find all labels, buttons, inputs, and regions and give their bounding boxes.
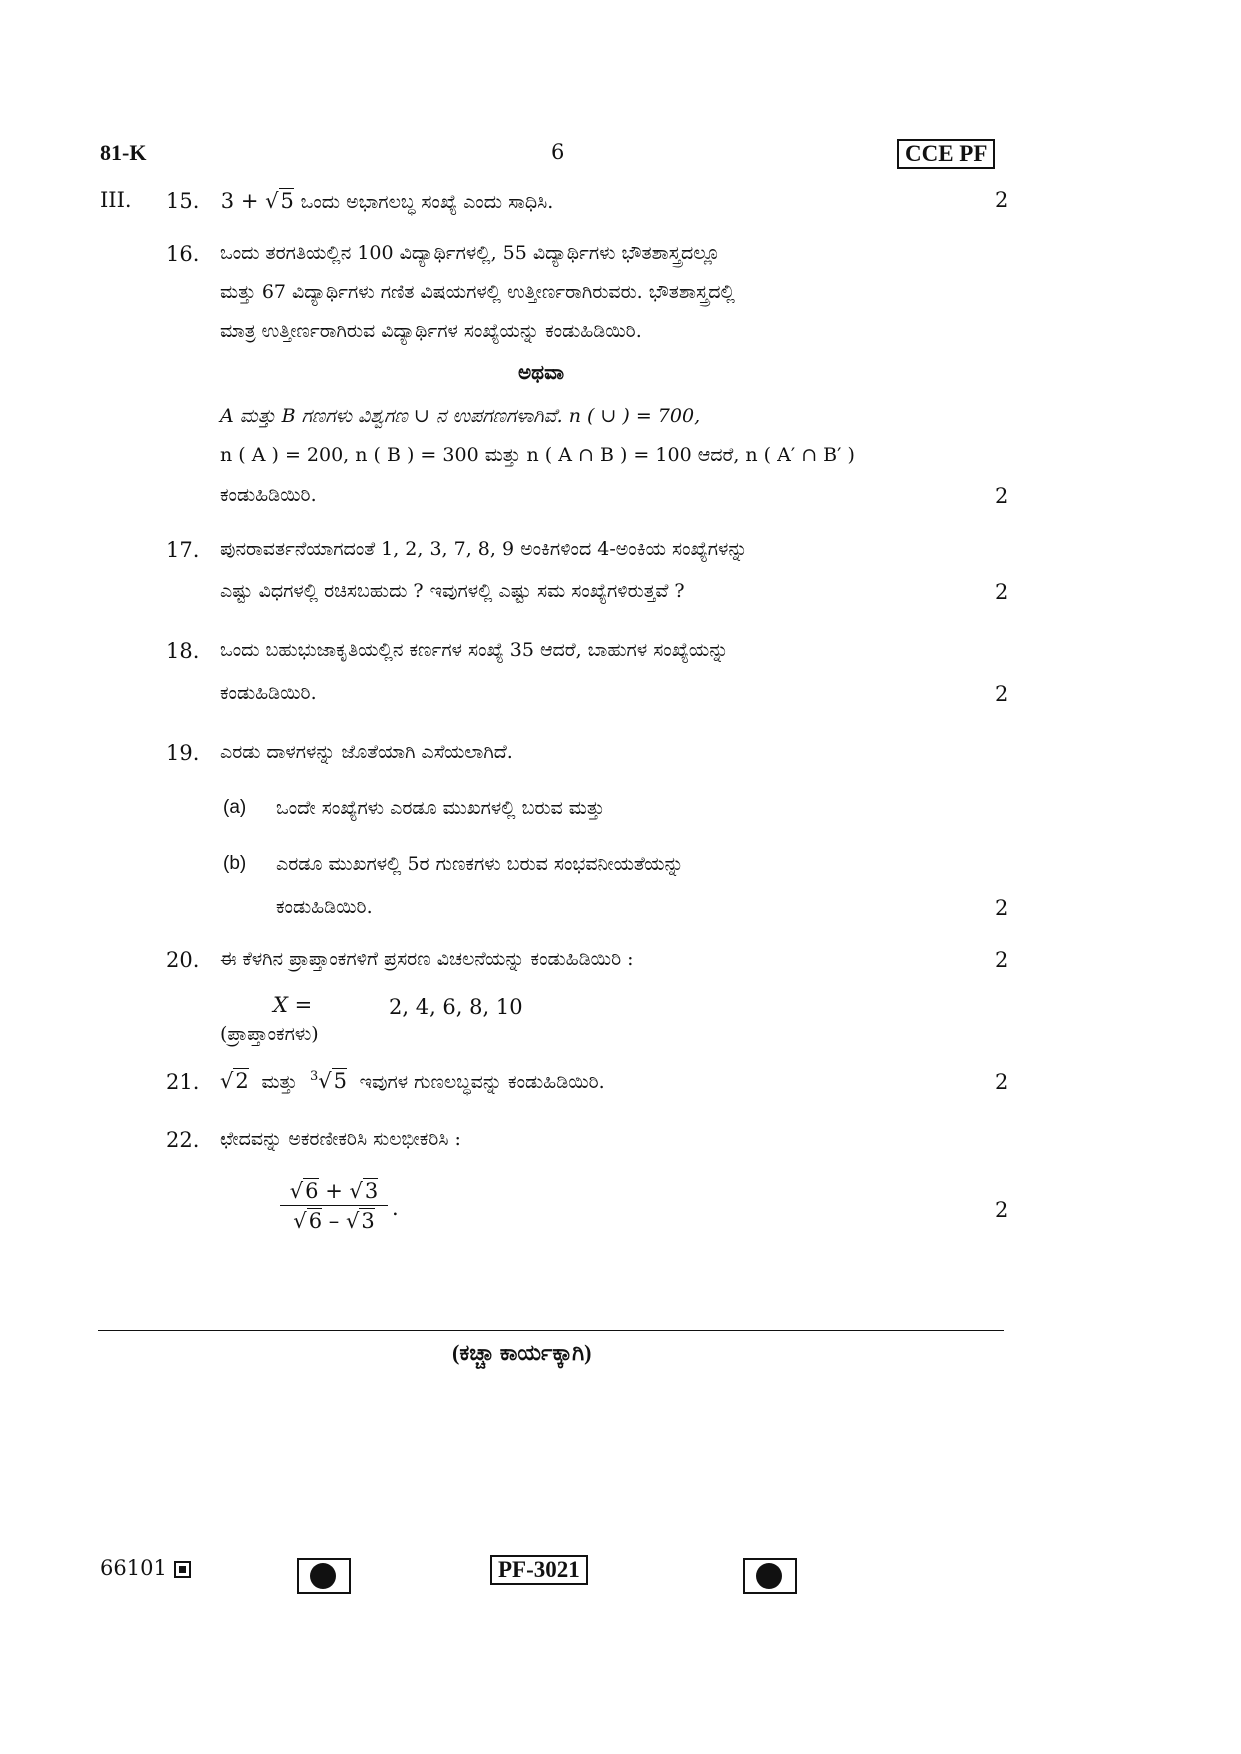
num-radicand-a: 6 xyxy=(305,1179,319,1203)
q19-a-text: ಒಂದೇ ಸಂಖ್ಯೆಗಳು ಎರಡೂ ಮುಖಗಳಲ್ಲಿ ಬರುವ ಮತ್ತು xyxy=(276,797,605,819)
q16-or-label: ಅಥವಾ xyxy=(518,362,564,384)
q19-number: 19. xyxy=(166,741,200,765)
footer-code-box: PF-3021 xyxy=(490,1555,588,1585)
q15-number: 15. xyxy=(166,189,200,213)
q20-values: 2, 4, 6, 8, 10 xyxy=(389,995,523,1019)
registration-mark-right xyxy=(743,1558,797,1594)
q20-number: 20. xyxy=(166,948,200,972)
q21-radicand-1: 2 xyxy=(235,1069,249,1093)
q21-root-index: 3 xyxy=(309,1069,319,1084)
q16-alt-line-1: A ಮತ್ತು B ಗಣಗಳು ವಿಶ್ವಗಣ ∪ ನ ಉಪಗಣಗಳಾಗಿವೆ. n ( ∪ ) = 700, xyxy=(220,405,701,427)
q15-marks: 2 xyxy=(995,188,1009,212)
q18-line-2: ಕಂಡುಹಿಡಿಯಿರಿ. xyxy=(220,682,317,704)
q21-radicand-2: 5 xyxy=(333,1069,347,1093)
q19-marks: 2 xyxy=(995,896,1009,920)
den-operator: – xyxy=(328,1209,340,1233)
q19-b-label: (b) xyxy=(223,853,247,874)
q22-text: ಛೇದವನ್ನು ಅಕರಣೀಕರಿಸಿ ಸುಲಭೀಕರಿಸಿ : xyxy=(220,1128,461,1150)
footer-square-icon xyxy=(174,1561,191,1578)
den-radicand-b: 3 xyxy=(361,1209,375,1233)
fraction-denominator: √6 – √3 xyxy=(293,1209,375,1233)
q16-alt-line-3: ಕಂಡುಹಿಡಿಯಿರಿ. xyxy=(220,484,317,506)
q15-text: ಒಂದು ಅಭಾಗಲಬ್ಧ ಸಂಖ್ಯೆ ಎಂದು ಸಾಧಿಸಿ. xyxy=(300,191,554,213)
q21-number: 21. xyxy=(166,1070,200,1094)
q22-fraction xyxy=(280,1178,388,1233)
sqrt-symbol: √ xyxy=(220,1069,234,1093)
q18-number: 18. xyxy=(166,639,200,663)
page-number: 6 xyxy=(551,140,565,164)
sqrt-symbol: √ xyxy=(265,189,279,213)
q20-x-label: X = xyxy=(273,993,313,1017)
q22-period: . xyxy=(392,1196,399,1220)
q16-line-3: ಮಾತ್ರ ಉತ್ತೀರ್ಣರಾಗಿರುವ ವಿದ್ಯಾರ್ಥಿಗಳ ಸಂಖ್ಯೆಯನ್ನು ಕಂಡುಹಿಡಿಯಿರಿ. xyxy=(220,320,642,342)
q22-number: 22. xyxy=(166,1128,200,1152)
q17-line-1: ಪುನರಾವರ್ತನೆಯಾಗದಂತೆ 1, 2, 3, 7, 8, 9 ಅಂಕಿಗಳಿಂದ 4-ಅಂಕಿಯ ಸಂಖ್ಯೆಗಳನ್ನು xyxy=(220,538,748,560)
q16-marks: 2 xyxy=(995,484,1009,508)
sqrt-symbol: √ xyxy=(318,1069,332,1093)
q15-lead: 3 + xyxy=(220,189,259,213)
q16-number: 16. xyxy=(166,242,200,266)
rough-work-label: (ಕಚ್ಚಾ ಕಾರ್ಯಕ್ಕಾಗಿ) xyxy=(452,1340,592,1365)
q18-marks: 2 xyxy=(995,682,1009,706)
question-21 xyxy=(220,1068,605,1093)
q22-marks: 2 xyxy=(995,1198,1009,1222)
q15-radicand: 5 xyxy=(280,189,294,213)
q20-text: ಈ ಕೆಳಗಿನ ಪ್ರಾಪ್ತಾಂಕಗಳಿಗೆ ಪ್ರಸರಣ ವಿಚಲನೆಯನ್ನು ಕಂಡುಹಿಡಿಯಿರಿ : xyxy=(220,948,634,970)
q17-line-2: ಎಷ್ಟು ವಿಧಗಳಲ್ಲಿ ರಚಿಸಬಹುದು ? ಇವುಗಳಲ್ಲಿ ಎಷ್ಟು ಸಮ ಸಂಖ್ಯೆಗಳಿರುತ್ತವೆ ? xyxy=(220,580,685,602)
q21-text: ಇವುಗಳ ಗುಣಲಬ್ಧವನ್ನು ಕಂಡುಹಿಡಿಯಿರಿ. xyxy=(359,1071,605,1093)
num-operator: + xyxy=(325,1179,343,1203)
q21-conj: ಮತ್ತು xyxy=(261,1071,298,1093)
paper-code: 81-K xyxy=(100,140,147,165)
den-radicand-a: 6 xyxy=(308,1209,323,1233)
rough-work-divider xyxy=(98,1330,1004,1331)
q19-b-text: ಎರಡೂ ಮುಖಗಳಲ್ಲಿ 5ರ ಗುಣಕಗಳು ಬರುವ ಸಂಭವನೀಯತೆಯನ್ನು xyxy=(276,853,684,875)
num-radicand-b: 3 xyxy=(364,1179,379,1203)
q17-number: 17. xyxy=(166,538,200,562)
q18-line-1: ಒಂದು ಬಹುಭುಜಾಕೃತಿಯಲ್ಲಿನ ಕರ್ಣಗಳ ಸಂಖ್ಯೆ 35 ಆದರೆ, ಬಾಹುಗಳ ಸಂಖ್ಯೆಯನ್ನು xyxy=(220,639,729,661)
q21-marks: 2 xyxy=(995,1070,1009,1094)
q19-a-label: (a) xyxy=(223,797,247,818)
footer-number xyxy=(100,1556,191,1580)
q17-marks: 2 xyxy=(995,580,1009,604)
q16-alt-line-2: n ( A ) = 200, n ( B ) = 300 ಮತ್ತು n ( A ∩ B ) = 100 ಆದರೆ, n ( A′ ∩ B′ ) xyxy=(220,444,855,466)
series-box: CCE PF xyxy=(897,139,995,169)
q20-marks: 2 xyxy=(995,948,1009,972)
registration-mark-left xyxy=(297,1558,351,1594)
question-15 xyxy=(166,188,553,213)
q19-b-text-2: ಕಂಡುಹಿಡಿಯಿರಿ. xyxy=(276,896,373,918)
footer-number-text: 66101 xyxy=(100,1556,167,1580)
q20-x-caption: (ಪ್ರಾಪ್ತಾಂಕಗಳು) xyxy=(220,1023,319,1045)
q16-line-1: ಒಂದು ತರಗತಿಯಲ್ಲಿನ 100 ವಿದ್ಯಾರ್ಥಿಗಳಲ್ಲಿ, 55 ವಿದ್ಯಾರ್ಥಿಗಳು ಭೌತಶಾಸ್ತ್ರದಲ್ಲೂ xyxy=(220,242,720,264)
q19-text: ಎರಡು ದಾಳಗಳನ್ನು ಜೊತೆಯಾಗಿ ಎಸೆಯಲಾಗಿದೆ. xyxy=(220,741,513,763)
section-label: III. xyxy=(100,188,132,212)
q16-line-2: ಮತ್ತು 67 ವಿದ್ಯಾರ್ಥಿಗಳು ಗಣಿತ ವಿಷಯಗಳಲ್ಲಿ ಉತ್ತೀರ್ಣರಾಗಿರುವರು. ಭೌತಶಾಸ್ತ್ರದಲ್ಲಿ xyxy=(220,281,735,303)
fraction-numerator: √6 + √3 xyxy=(289,1179,379,1203)
